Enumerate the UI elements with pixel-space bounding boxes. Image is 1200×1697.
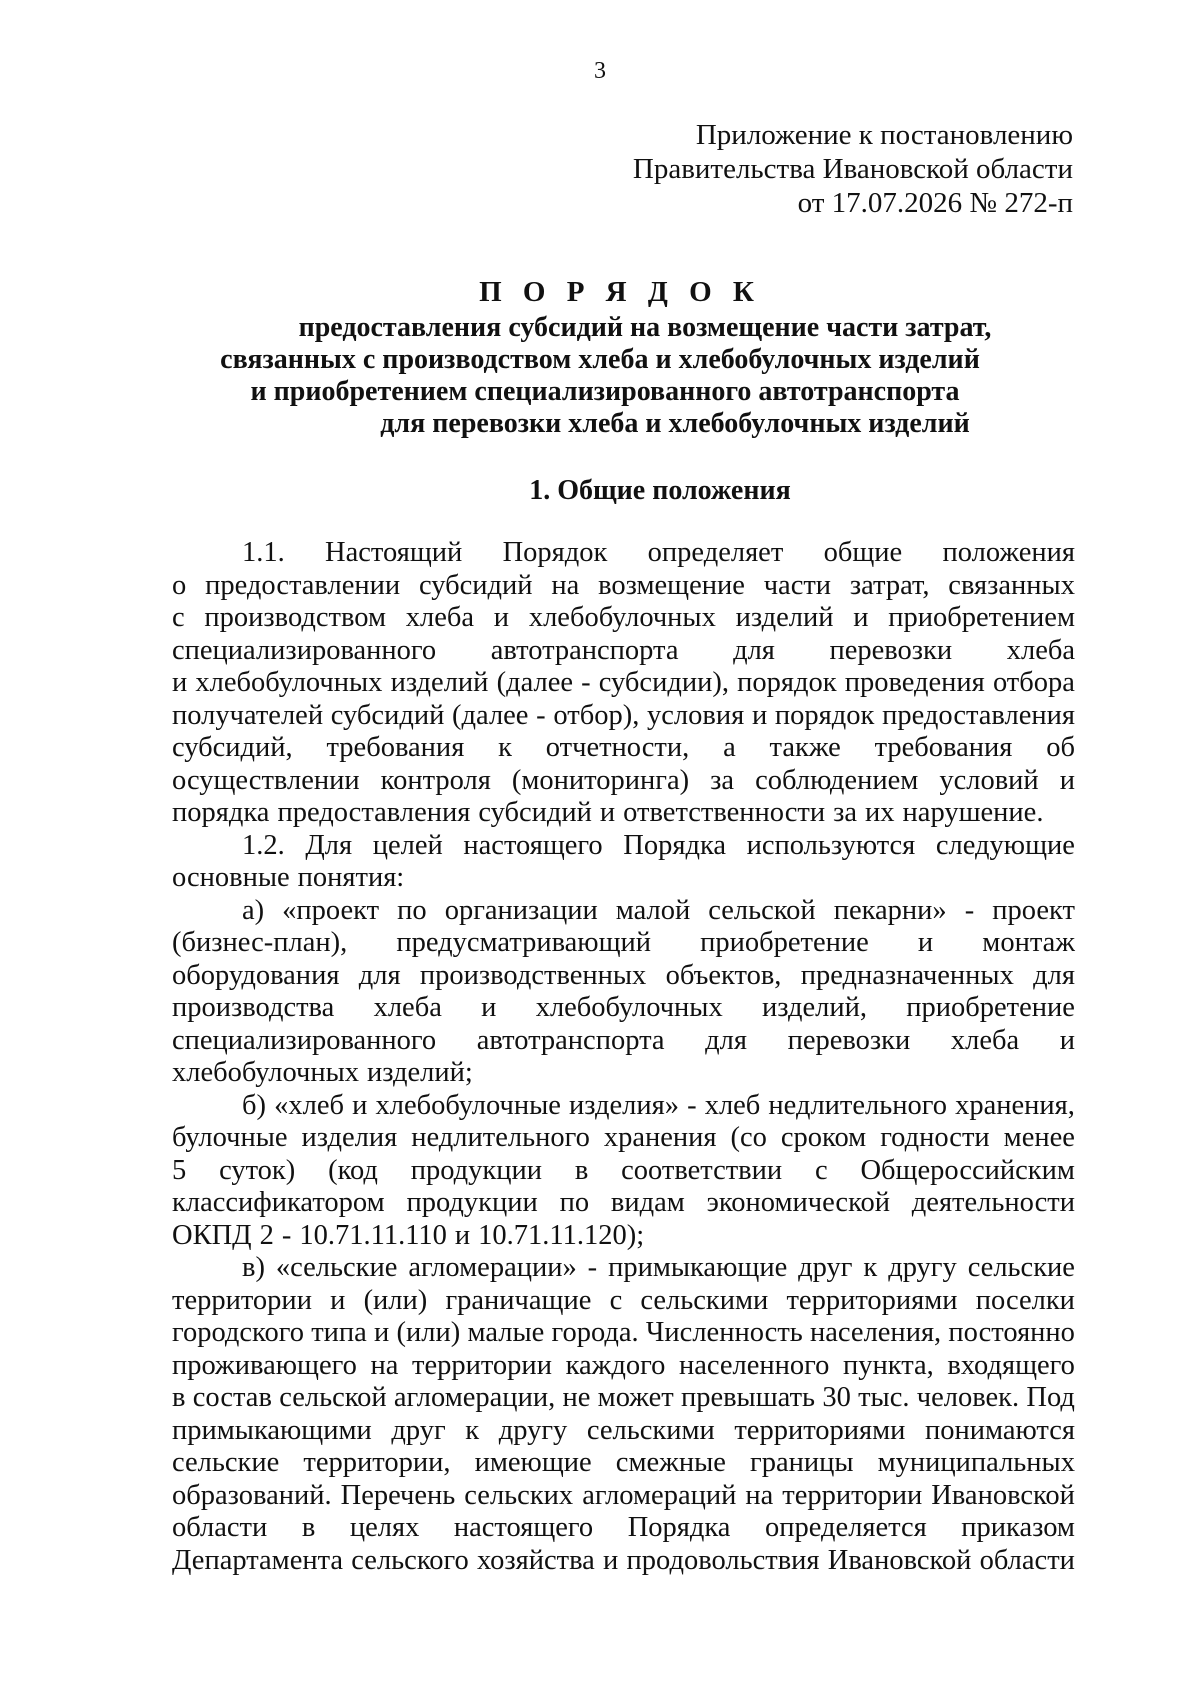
body-line: специализированного автотранспорта для перевозки хлеба и (172, 1024, 1075, 1056)
title-line-3: и приобретением специализированного автотранспорта (250, 376, 960, 407)
body-line: сельские территории, имеющие смежные границы муниципальных (172, 1447, 1075, 1478)
body-line: Департамента сельского хозяйства и продовольствия Ивановской области (172, 1544, 1075, 1576)
body-line: (бизнес-план), предусматривающий приобретение и монтаж (172, 927, 1075, 958)
body-line: оборудования для производственных объектов, предназначенных для (172, 959, 1075, 991)
body-line: специализированного автотранспорта для перевозки хлеба (172, 634, 1075, 666)
body-line: получателей субсидий (далее - отбор), условия и порядок предоставления (172, 699, 1075, 731)
body-line: ОКПД 2 - 10.71.11.110 и 10.71.11.120); (172, 1219, 645, 1251)
section-heading: 1. Общие положения (529, 475, 791, 506)
body-line: производства хлеба и хлебобулочных изделий, приобретение (172, 992, 1075, 1023)
body-line: хлебобулочных изделий; (172, 1057, 473, 1088)
body-line: осуществлении контроля (мониторинга) за соблюдением условий и (172, 764, 1075, 796)
body-line: б) «хлеб и хлебобулочные изделия» - хлеб недлительного хранения, (242, 1089, 1075, 1121)
body-line: классификатором продукции по видам экономической деятельности (172, 1187, 1075, 1218)
document-title (120, 276, 1080, 440)
body-line: образований. Перечень сельских агломераций на территории Ивановской (172, 1479, 1075, 1511)
body-line: порядка предоставления субсидий и ответственности за их нарушение. (172, 797, 1044, 828)
body-line: с производством хлеба и хлебобулочных изделий и приобретением (172, 602, 1075, 633)
body-line: 5 суток) (код продукции в соответствии с Общероссийским (172, 1154, 1075, 1186)
body-text (172, 537, 1075, 1577)
body-line: 1.1. Настоящий Порядок определяет общие положения (242, 537, 1075, 568)
title-line-1: предоставления субсидий на возмещение части затрат, (298, 312, 992, 343)
body-line: территории и (или) граничащие с сельскими территориями поселки (172, 1284, 1075, 1316)
title-main: П О Р Я Д О К (479, 276, 761, 308)
title-line-2: связанных с производством хлеба и хлебобулочных изделий (220, 344, 980, 375)
appendix-line-3: от 17.07.2026 № 272-п (797, 187, 1073, 219)
body-line: в состав сельской агломерации, не может превышать 30 тыс. человек. Под (172, 1382, 1075, 1413)
body-line: проживающего на территории каждого населенного пункта, входящего (172, 1349, 1075, 1381)
body-line: в) «сельские агломерации» - примыкающие друг к другу сельские (242, 1252, 1075, 1283)
body-line: субсидий, требования к отчетности, а также требования об (172, 732, 1075, 763)
page-number: 3 (594, 58, 606, 84)
body-line: а) «проект по организации малой сельской пекарни» - проект (242, 894, 1075, 926)
body-line: области в целях настоящего Порядка определяется приказом (172, 1512, 1075, 1543)
title-line-4: для перевозки хлеба и хлебобулочных изделий (380, 408, 970, 439)
body-line: примыкающими друг к другу сельскими территориями понимаются (172, 1414, 1075, 1446)
body-line: булочные изделия недлительного хранения (со сроком годности менее (172, 1122, 1075, 1153)
appendix-header (473, 118, 1073, 220)
body-line: городского типа и (или) малые города. Численность населения, постоянно (172, 1317, 1075, 1348)
appendix-line-2: Правительства Ивановской области (632, 153, 1073, 185)
body-line: и хлебобулочных изделий (далее - субсидии), порядок проведения отбора (172, 667, 1075, 698)
appendix-line-1: Приложение к постановлению (695, 119, 1073, 151)
body-line: о предоставлении субсидий на возмещение части затрат, связанных (172, 569, 1075, 601)
body-line: основные понятия: (172, 862, 405, 893)
body-line: 1.2. Для целей настоящего Порядка используются следующие (242, 829, 1075, 861)
